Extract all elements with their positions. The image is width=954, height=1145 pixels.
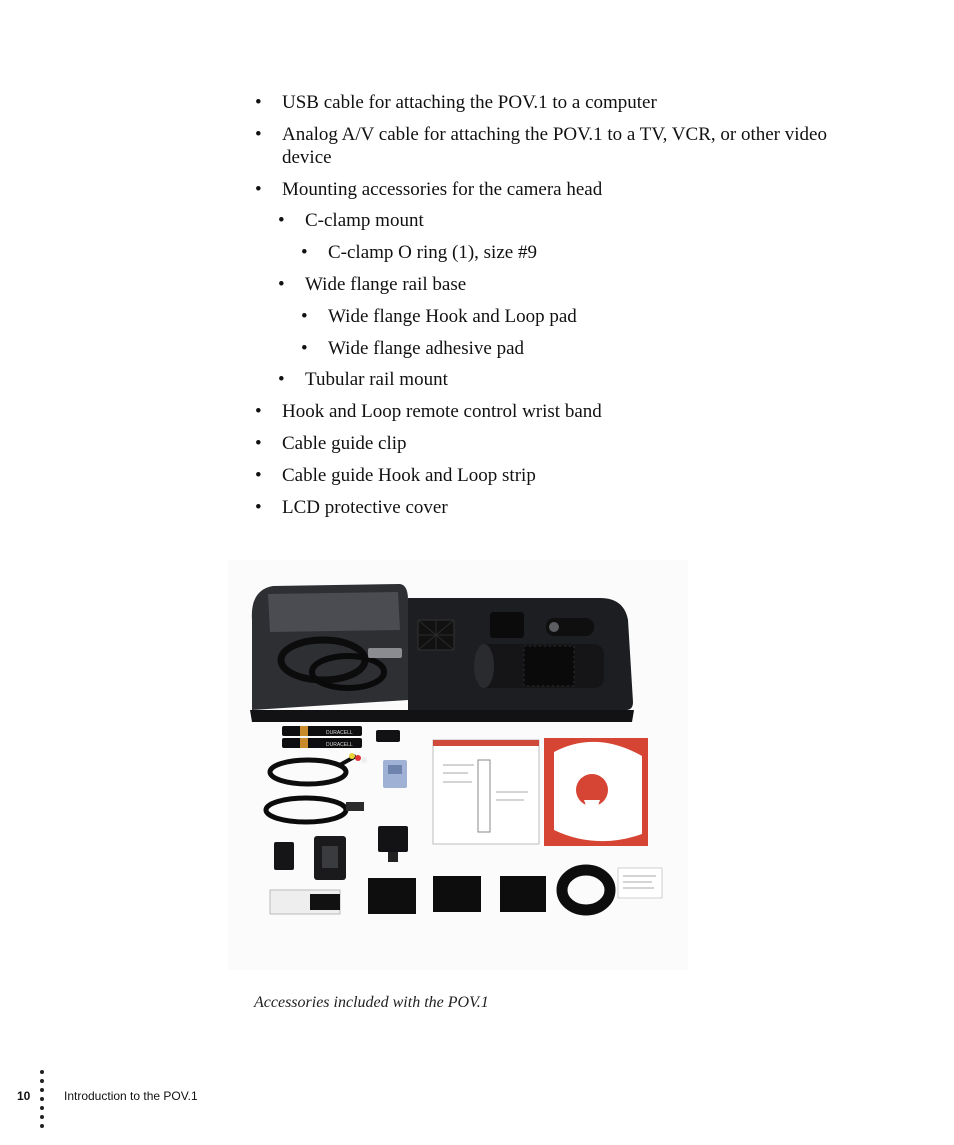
list-item-text: Wide flange rail base [305, 274, 467, 295]
list-item [301, 337, 525, 360]
list-item-text: Wide flange Hook and Loop pad [328, 306, 577, 327]
list-item-text: USB cable for attaching the POV.1 to a computer [282, 92, 657, 113]
list-item [255, 496, 448, 519]
list-item [255, 400, 602, 423]
software-cd [544, 738, 648, 846]
bullet-glyph: • [255, 92, 262, 113]
tubular-rail-mount [274, 842, 294, 870]
figure-caption: Accessories included with the POV.1 [254, 994, 489, 1011]
bullet-glyph: • [301, 242, 308, 263]
user-manual [433, 740, 539, 844]
cable-guide-strip [500, 876, 546, 912]
bullet-glyph: • [278, 369, 285, 390]
list-item-text: Cable guide clip [282, 433, 407, 454]
list-item-text: C-clamp O ring (1), size #9 [328, 242, 537, 263]
footer-section-title: Introduction to the POV.1 [64, 1089, 198, 1103]
bullet-glyph: • [255, 124, 262, 145]
carrying-case [250, 584, 634, 722]
battery-label: DURACELL [326, 742, 353, 748]
bullet-glyph: • [278, 274, 285, 295]
list-item [255, 123, 827, 169]
hook-and-loop-pad [368, 878, 416, 914]
bullet-glyph: • [255, 179, 262, 200]
list-item [278, 273, 467, 296]
footer-dots [40, 1070, 44, 1133]
bullet-glyph: • [255, 433, 262, 454]
bullet-glyph: • [278, 210, 285, 231]
list-item-text: Analog A/V cable for attaching the POV.1 to a TV, VCR, or other video [282, 124, 827, 145]
list-item-text: C-clamp mount [305, 210, 424, 231]
list-item-text: Hook and Loop remote control wrist band [282, 401, 602, 422]
list-item-text-continued: device [282, 147, 332, 168]
list-item-text: Wide flange adhesive pad [328, 338, 525, 359]
insert-card [618, 868, 662, 898]
list-item-text: Mounting accessories for the camera head [282, 179, 603, 200]
list-item-text: Cable guide Hook and Loop strip [282, 465, 536, 486]
cable-guide-clip [376, 730, 400, 742]
bullet-glyph: • [255, 497, 262, 518]
list-item [278, 368, 448, 391]
battery-label: DURACELL [326, 730, 353, 736]
bullet-glyph: • [255, 401, 262, 422]
bullet-glyph: • [255, 465, 262, 486]
accessories-photo [228, 560, 688, 970]
list-item [255, 178, 603, 201]
list-item [301, 305, 577, 328]
list-item-text: LCD protective cover [282, 497, 448, 518]
list-item-text: Tubular rail mount [305, 369, 448, 390]
page-number: 10 [17, 1089, 31, 1103]
bullet-glyph: • [301, 338, 308, 359]
adhesive-pad [433, 876, 481, 912]
bullet-glyph: • [301, 306, 308, 327]
list-item [255, 91, 657, 114]
list-item [278, 209, 424, 232]
list-item [255, 464, 536, 487]
list-item [301, 241, 537, 264]
list-item [255, 432, 407, 455]
